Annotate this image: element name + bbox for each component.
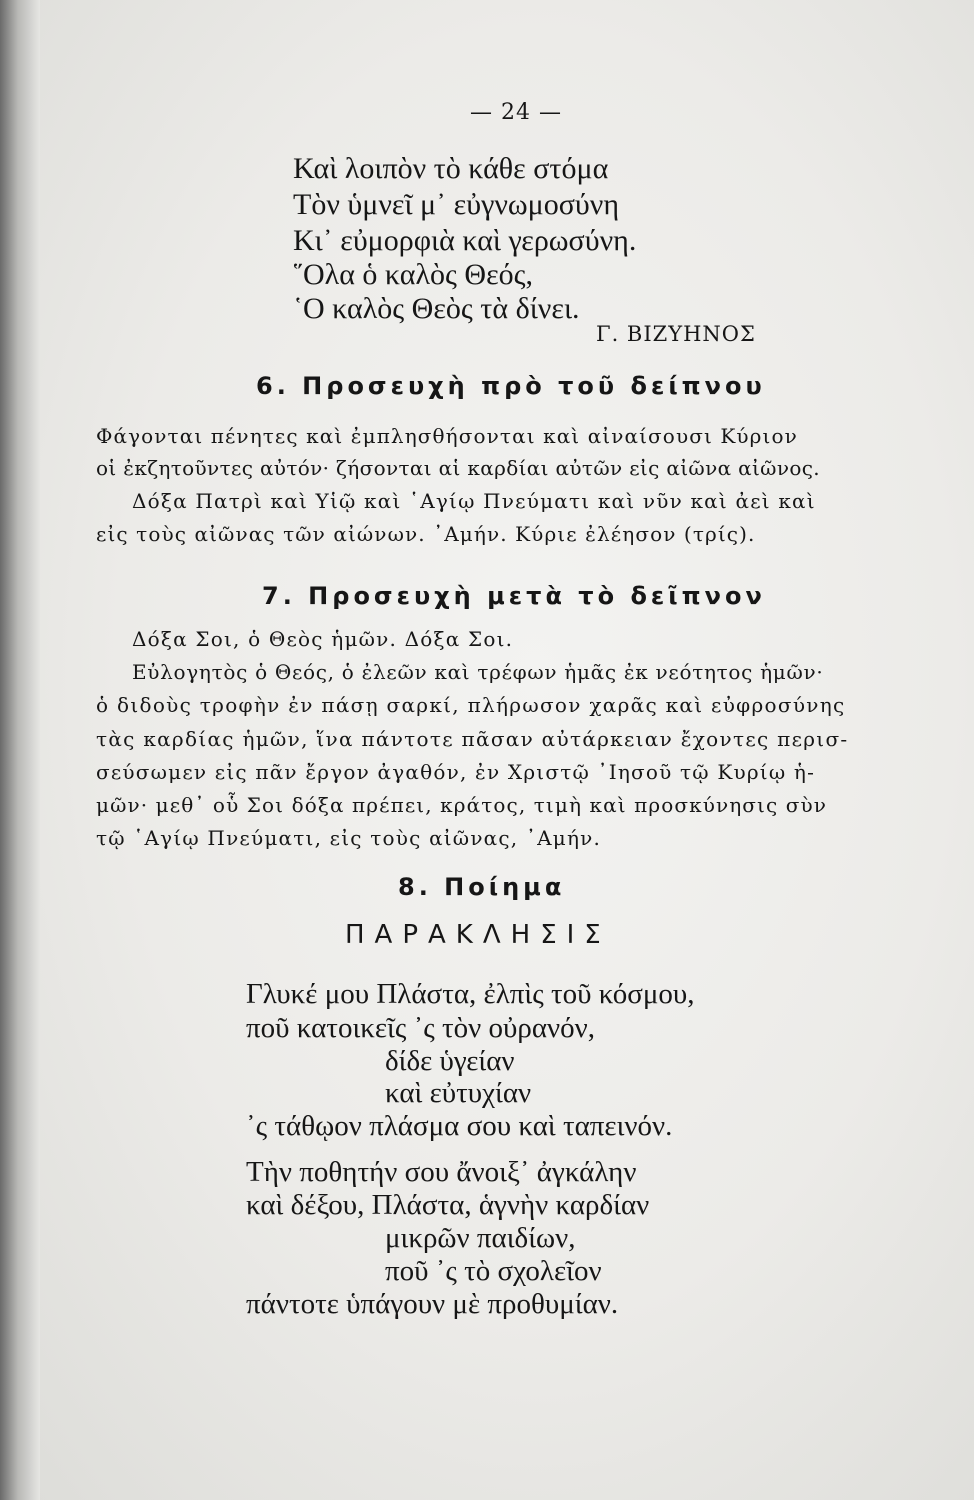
poem-line: Τὸν ὑμνεῖ μ᾽ εὐγνωμοσύνη: [293, 188, 620, 221]
section-7-heading: 7. Προσευχὴ μετὰ τὸ δεῖπνον: [262, 582, 766, 610]
prose-line: Δόξα Πατρὶ καὶ Υἱῷ καὶ ῾Αγίῳ Πνεύματι καὶ νῦν καὶ ἀεὶ καὶ: [132, 489, 816, 513]
page-edge-shadow: [0, 0, 40, 1500]
poem-line: Καὶ λοιπὸν τὸ κάθε στόμα: [293, 152, 609, 185]
poem-line: ῞Ολα ὁ καλὸς Θεός,: [293, 258, 534, 291]
poem-line: ποῦ ᾽ς τὸ σχολεῖον: [385, 1255, 602, 1287]
prose-line: εἰς τοὺς αἰῶνας τῶν αἰώνων. ᾿Αμήν. Κύριε ἐλέησον (τρίς).: [96, 522, 756, 546]
prose-line: τῷ ῾Αγίῳ Πνεύματι, εἰς τοὺς αἰῶνας, ᾿Αμήν.: [96, 826, 602, 850]
page-number: — 24 —: [470, 100, 562, 125]
poem-title: ΠΑΡΑΚΛΗΣΙΣ: [345, 920, 611, 950]
prose-line: τὰς καρδίας ἡμῶν, ἵνα πάντοτε πᾶσαν αὐτάρκειαν ἔχοντες περισ-: [96, 727, 849, 751]
poem-line: Τὴν ποθητήν σου ἄνοιξ᾽ ἀγκάλην: [246, 1156, 637, 1188]
poem-line: μικρῶν παιδίων,: [385, 1222, 576, 1254]
prose-line: Δόξα Σοι, ὁ Θεὸς ἡμῶν. Δόξα Σοι.: [132, 627, 514, 651]
poem-line: ᾽ς τάθῳον πλάσμα σου καὶ ταπεινόν.: [246, 1110, 673, 1142]
poem-line: ποῦ κατοικεῖς ᾽ς τὸν οὐρανόν,: [246, 1012, 595, 1044]
poem-line: ῾Ο καλὸς Θεὸς τὰ δίνει.: [293, 292, 580, 325]
prose-line: οἱ ἐκζητοῦντες αὐτόν· ζήσονται αἱ καρδίαι αὐτῶν εἰς αἰῶνα αἰῶνος.: [96, 456, 820, 480]
section-6-heading: 6. Προσευχὴ πρὸ τοῦ δείπνου: [256, 372, 766, 400]
poem-line: καὶ δέξου, Πλάστα, ἁγνὴν καρδίαν: [246, 1189, 650, 1221]
prose-line: μῶν· μεθ᾽ οὗ Σοι δόξα πρέπει, κράτος, τιμὴ καὶ προσκύνησις σὺν: [96, 793, 828, 817]
poem-line: Κι᾽ εὐμορφιὰ καὶ γερωσύνη.: [293, 224, 637, 257]
poem-line: Γλυκέ μου Πλάστα, ἐλπὶς τοῦ κόσμου,: [246, 978, 695, 1010]
prose-line: ὁ διδοὺς τροφὴν ἐν πάσῃ σαρκί, πλήρωσον χαρᾶς καὶ εὐφροσύνης: [96, 693, 846, 717]
poem-line: δίδε ὑγείαν: [385, 1045, 515, 1077]
section-8-heading: 8. Ποίημα: [398, 873, 566, 901]
prose-line: Εὐλογητὸς ὁ Θεός, ὁ ἐλεῶν καὶ τρέφων ἡμᾶς ἐκ νεότητος ἡμῶν·: [132, 660, 824, 684]
prose-line: Φάγονται πένητες καὶ ἐμπλησθήσονται καὶ αἰναίσουσι Κύριον: [96, 424, 798, 448]
poem-line: καὶ εὐτυχίαν: [385, 1077, 532, 1109]
poem-author: Γ. ΒΙΖΥΗΝΟΣ: [596, 322, 756, 346]
poem-line: πάντοτε ὑπάγουν μὲ προθυμίαν.: [246, 1288, 619, 1320]
prose-line: σεύσωμεν εἰς πᾶν ἔργον ἀγαθόν, ἐν Χριστῷ ᾿Ιησοῦ τῷ Κυρίῳ ἡ-: [96, 760, 816, 784]
